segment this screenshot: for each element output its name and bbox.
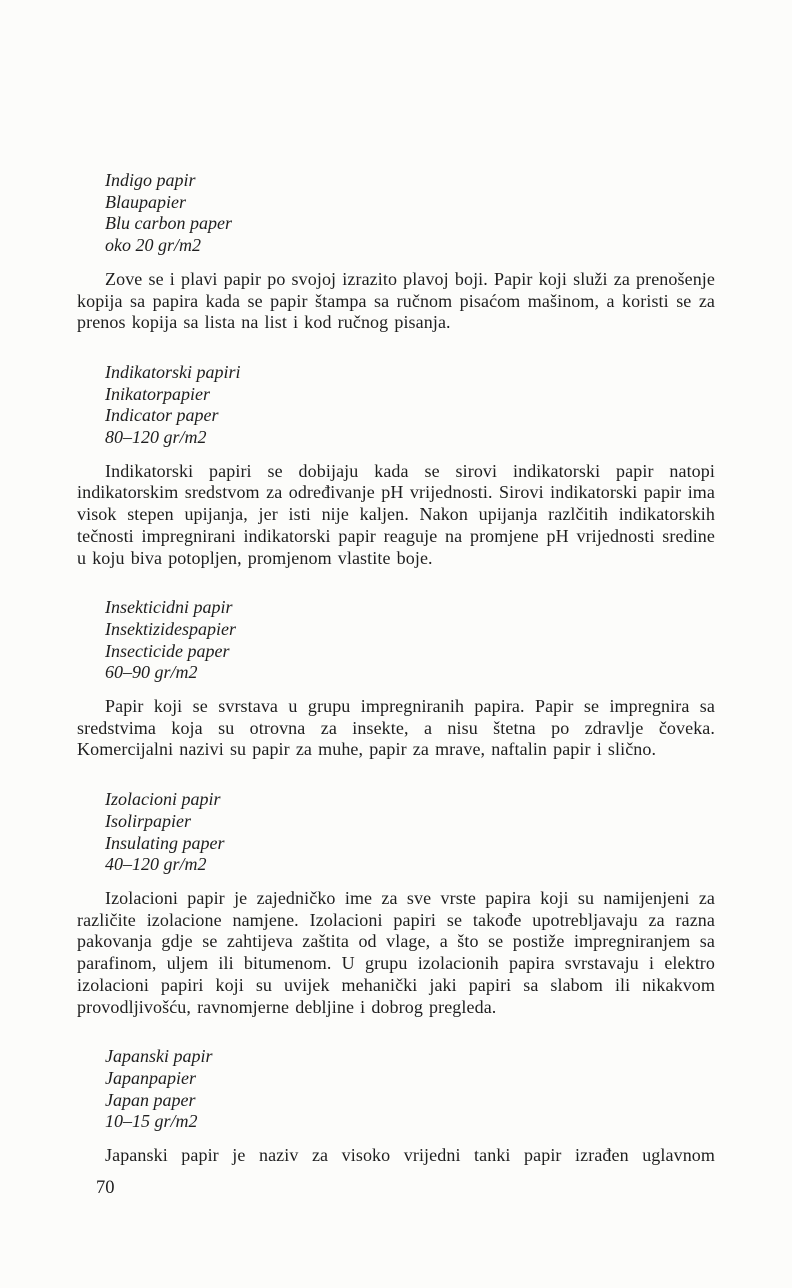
paper-entry-insekticidni [77,597,715,761]
entry-title-german: Isolirpapier [105,810,192,831]
entry-title-german: Insektizidespapier [105,618,236,639]
page-number: 70 [96,1178,115,1198]
entry-title-local: Insekticidni papir [105,597,233,618]
entry-title-english: Blu carbon paper [105,213,232,234]
entry-description: Papir koji se svrstava u grupu impregniranih papira. Papir se impregnira sa sredstvima koja su otrovna za insekte, a nisu štetna po zdravlje čoveka. Komercijalni nazivi su papir za muhe, papir za mrave, naftalin papir i slično. [77,696,715,760]
entry-title-local: Izolacioni papir [105,789,221,810]
entry-grammage: oko 20 gr/m2 [105,235,201,256]
entry-heading [77,597,715,684]
entry-title-english: Indicator paper [105,405,219,426]
entry-heading [77,170,715,257]
entry-description: Izolacioni papir je zajedničko ime za sve vrste papira koji su namijenjeni za različite izolacione namjene. Izolacioni papiri se takođe upotrebljavaju za razna pakovanja gdje se zahtijeva zaštita od vlage, a što se postiže impregniranjem sa parafinom, uljem ili bitumenom. U grupu izolacionih papira svrstavaju i elektro izolacioni papiri koji su uvijek mehanički jaki papiri sa slabom ili nikakvom provodljivošću, ravnomjerne debljine i dobrog pregleda. [77,887,715,1017]
entry-title-local: Japanski papir [105,1046,213,1067]
entry-grammage: 60–90 gr/m2 [105,662,198,683]
entry-grammage: 10–15 gr/m2 [105,1111,198,1132]
entry-title-german: Blaupapier [105,191,186,212]
entry-title-local: Indigo papir [105,170,196,190]
entry-title-english: Japan paper [105,1089,196,1110]
entry-heading [77,1046,715,1133]
paper-entry-indikatorski [77,362,715,569]
entry-grammage: 40–120 gr/m2 [105,854,207,875]
entry-title-german: Japanpapier [105,1067,196,1088]
entry-description: Zove se i plavi papir po svojoj izrazito plavoj boji. Papir koji služi za prenošenje kopija sa papira kada se papir štampa sa ručnom pisaćom mašinom, a koristi se za prenos kopija sa lista na list i kod ručnog pisanja. [77,268,715,333]
entry-title-german: Inikatorpapier [105,383,210,404]
entry-description: Indikatorski papiri se dobijaju kada se sirovi indikatorski papir natopi indikatorskim sredstvom za određivanje pH vrijednosti. Sirovi indikatorski papir ima visok stepen upijanja, jer isti nije kaljen. Nakon upijanja razlčitih indikatorskih tečnosti impregnirani indikatorski papir reaguje na promjene pH vrijednosti sredine u koju biva potopljen, promjenom vlastite boje. [77,460,715,568]
entry-title-english: Insecticide paper [105,640,230,661]
paper-entry-japanski [77,1046,715,1167]
entry-description: Japanski papir je naziv za visoko vrijedni tanki papir izrađen uglavnom [105,1145,715,1166]
entry-grammage: 80–120 gr/m2 [105,427,207,448]
entry-heading [77,362,715,449]
entry-heading [77,789,715,876]
paper-entry-izolacioni [77,789,715,1018]
paper-entry-indigo [77,170,715,334]
page-content [77,170,715,1195]
entry-title-local: Indikatorski papiri [105,361,241,382]
entry-title-english: Insulating paper [105,832,225,853]
